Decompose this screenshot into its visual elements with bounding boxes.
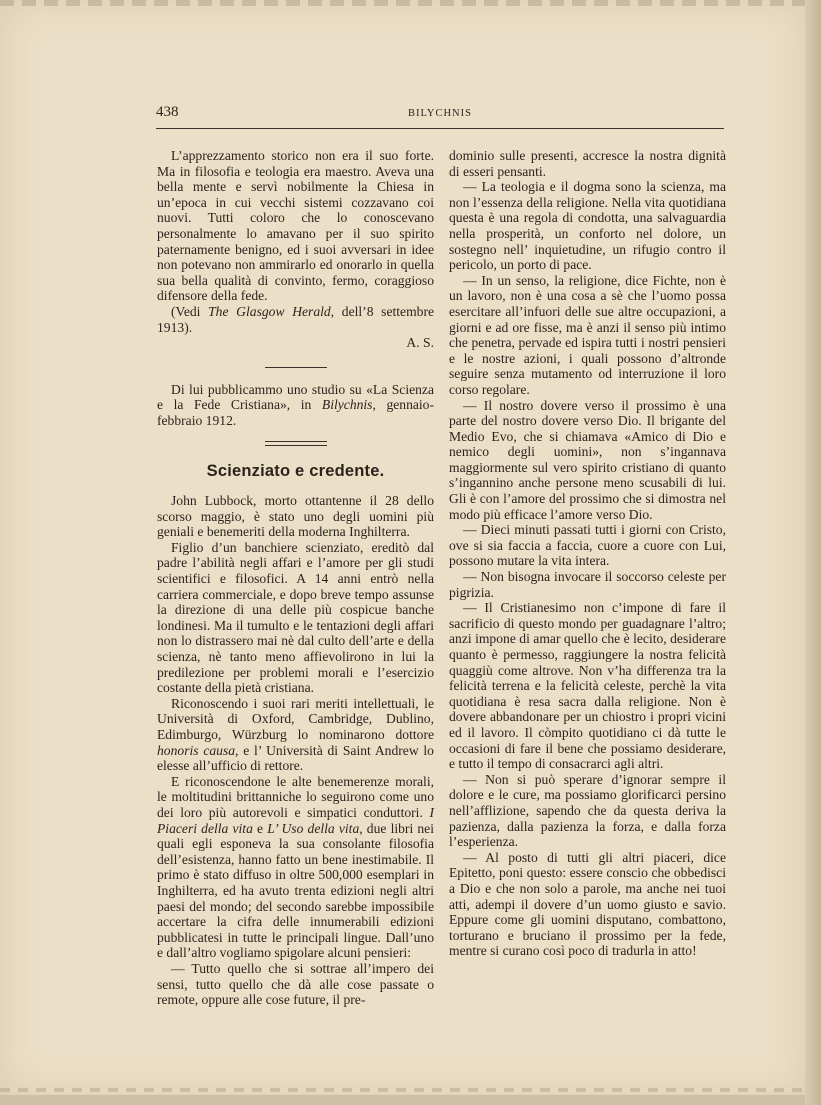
paragraph: — Il nostro dovere verso il prossimo è una parte del nostro dovere verso Dio. Il brigante del Medio Evo, che si chiamava «Amico di Dio e nemico degli uomini», non s’ingannava maggiormente sul vero spirito cristiano di quanto s’ingannino anche persone meno scusabili di lui. Gli è con l’amore del prossimo che si dimostra nel modo più efficace l’amore verso Dio. — [449, 397, 726, 522]
paragraph: Riconoscendo i suoi rari meriti intellettuali, le Università di Oxford, Cambridge, Dublino, Edimburgo, Würzburg lo nominarono dottore honoris causa, e l’ Università di Saint Andrew lo elesse all’ufficio di rettore. — [157, 695, 434, 774]
paragraph: Figlio d’un banchiere scienziato, ereditò dal padre l’abilità negli affari e l’amore per gli studi scientifici e filosofici. A 14 anni entrò nella carriera commerciale, e dopo breve tempo assunse la direzione di una delle più cospicue banche londinesi. Ma il tumulto e le tentazioni degli affari non lo distrassero mai nè dal culto dell’arte e della scienza, nè tanto meno affievolirono in lui la predilezione per problemi morali e l’esercizio costante della pietà cristiana. — [157, 539, 434, 696]
separator-rule — [265, 367, 327, 368]
section-title: Scienziato e credente. — [206, 461, 385, 480]
paragraph: E riconoscendone le alte benemerenze morali, le moltitudini brittanniche lo seguirono come uno dei loro più autorevoli e simpatici conduttori. I Piaceri della vita e L’ Uso della vita, due libri nei quali egli esponeva la sua consolante filosofia dell’esistenza, hanno fatto un bene inestimabile. Il primo è stato diffuso in oltre 500,000 esemplari in Inghilterra, ed ha avuto trenta edizioni negli altri paesi del mondo; del secondo sarebbe impossibile accertare la cifra delle innumerabili edizioni pubblicatesi in tutte le principali lingue. Dall’uno e dall’altro vogliamo spigolare alcuni pensieri: — [157, 773, 434, 961]
paragraph: — Non bisogna invocare il soccorso celeste per pigrizia. — [449, 569, 726, 600]
top-torn-edge — [0, 0, 805, 6]
journal-name: Bilychnis — [321, 397, 373, 413]
citation-title: The Glasgow Herald — [208, 303, 331, 319]
paragraph: John Lubbock, morto ottantenne il 28 dello scorso maggio, è stato uno degli uomini più geniali e benemeriti della moderna Inghilterra. — [157, 493, 434, 540]
bottom-torn-edge — [0, 1088, 805, 1092]
signature-line — [157, 335, 434, 351]
paragraph: — La teologia e il dogma sono la scienza, ma non l’essenza della religione. Nella vita quotidiana questa è una regola di condotta, una salvaguardia nella prosperità, un conforto nel dolore, un sostegno nell’ inquietudine, un rifugio contro il pericolo, un porto di pace. — [449, 179, 726, 273]
citation-paragraph: (Vedi The Glasgow Herald, dell’8 settembre 1913). — [157, 303, 435, 335]
page-number: 438 — [156, 104, 179, 120]
paragraph: dominio sulle presenti, accresce la nostra dignità di esseri pensanti. — [449, 148, 726, 179]
paragraph: — In un senso, la religione, dice Fichte, non è un lavoro, non è una cosa a sè che l’uomo possa esercitare all’infuori delle sue altre occupazioni, a giorni e ad ore fisse, ma è anzi il senso più intimo che penetra, pervade ed ispira tutti i nostri pensieri e le nostre azioni, i quali possono d’altronde seguire senza mutamento od interruzione il loro corso regolare. — [449, 272, 726, 397]
book-title: I Piaceri della vita — [157, 804, 434, 836]
paragraph: — Il Cristianesimo non c’impone di fare il sacrificio di questo mondo per guadagnare l’altro; anzi impone di amar quello che è lecito, desiderare quanto è permesso, raggiungere la nostra felicità quaggiù come altrove. Non v’ha differenza tra la felicità terrena e la felicità celeste, perchè la vita quotidiana è resa sacra dalla religione. Non è dovere abbandonare per un chiostro i propri vicini ed il lavoro. Il còmpito quotidiano ci dà tutte le occasioni di fare il bene che possiamo desiderare, e tutto il tempo di consacrarci agli altri. — [449, 600, 726, 772]
study-note: Di lui pubblicammo uno studio su «La Scienza e la Fede Cristiana», in Bilychnis, gennaio-febbraio 1912. — [157, 381, 434, 428]
signature: A. S. — [406, 335, 434, 351]
paragraph: — Tutto quello che si sottrae all’impero dei sensi, tutto quello che dà alle cose passate o remote, oppure alle cose future, il pre- — [157, 960, 434, 1008]
page-header — [156, 104, 724, 129]
left-column — [157, 148, 434, 1008]
book-title: L’ Uso della vita — [267, 820, 360, 836]
section-divider — [265, 441, 327, 446]
paragraph: — Non si può sperare d’ignorar sempre il dolore e le cure, ma possiamo glorificarci persino nell’afflizione, sapendo che da questa deriva la pazienza, dalla pazienza la forza, e dalla forza l’esperienza. — [449, 771, 726, 850]
paragraph: — Al posto di tutti gli altri piaceri, dice Epitetto, poni questo: essere conscio che obbedisci a Dio e che non solo a parole, ma anche nei tuoi atti, adempi il dovere d’un uomo giusto e savio. Eppure come gli uomini disputano, combattono, torturano e bruciano il prossimo per la fede, mentre si curano così poco di tradurla in atto! — [449, 849, 726, 959]
page-edge-shadow — [805, 0, 821, 1105]
paragraph: L’apprezzamento storico non era il suo forte. Ma in filosofia e teologia era maestro. Aveva una bella mente e servì nobilmente la Chiesa in un’epoca in cui vecchi sistemi cozzavano coi nuovi. Tutti coloro che lo conoscevano personalmente lo amavano per il suo spirito paternamente benigno, ed i suoi avversari in idee non potevano non ammirarlo ed onorarlo in quella sua bella qualità di convinto, fermo, coraggioso difensore della fede. — [157, 148, 434, 304]
paragraph: — Dieci minuti passati tutti i giorni con Cristo, ove si sia faccia a faccia, cuore a cuore con Lui, possono mutare la vita intera. — [449, 522, 726, 569]
right-column — [449, 148, 726, 959]
running-head: BILYCHNIS — [408, 108, 472, 119]
